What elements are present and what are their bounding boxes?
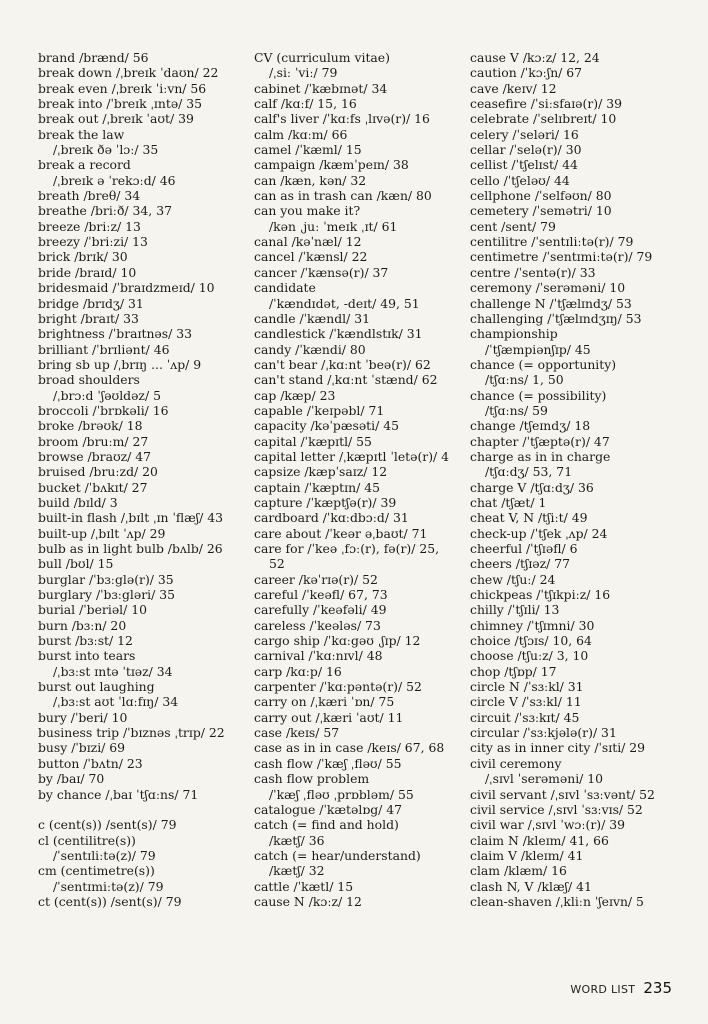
word-entry: bring sb up /ˌbrɪŋ ... ˈʌp/ 9 bbox=[38, 356, 202, 372]
word-entry: carnival /ˈkɑːnɪvl/ 48 bbox=[254, 648, 383, 664]
word-entry: break even /ˌbreɪk ˈiːvn/ 56 bbox=[38, 80, 207, 96]
word-entry: carpenter /ˈkɑːpəntə(r)/ 52 bbox=[254, 679, 422, 695]
word-entry: cave /keɪv/ 12 bbox=[470, 80, 557, 96]
word-entry: break out /ˌbreɪk ˈaʊt/ 39 bbox=[38, 111, 194, 127]
word-entry: built-up /ˌbɪlt ˈʌp/ 29 bbox=[38, 525, 166, 541]
word-entry: challenge N /ˈtʃælɪndʒ/ 53 bbox=[470, 295, 632, 311]
word-entry: case /keɪs/ 57 bbox=[254, 725, 340, 741]
word-entry: cargo ship /ˈkɑːgəʊ ˌʃɪp/ 12 bbox=[254, 633, 421, 649]
word-list-column-1 bbox=[38, 50, 238, 909]
word-entry: c (cent(s)) /sent(s)/ 79 bbox=[38, 817, 177, 833]
word-entry: brilliant /ˈbrɪliənt/ 46 bbox=[38, 341, 170, 357]
entry-continuation: /kætʃ/ 32 bbox=[269, 863, 325, 879]
word-entry: choose /tʃuːz/ 3, 10 bbox=[470, 648, 589, 664]
word-entry: candy /ˈkændi/ 80 bbox=[254, 341, 366, 357]
word-entry: clam /klæm/ 16 bbox=[470, 863, 567, 879]
word-entry: break down /ˌbreɪk ˈdaʊn/ 22 bbox=[38, 65, 219, 81]
word-entry: capsize /kæpˈsaɪz/ 12 bbox=[254, 464, 388, 480]
word-entry: career /kəˈrɪə(r)/ 52 bbox=[254, 571, 378, 587]
word-entry: break the law bbox=[38, 126, 125, 142]
word-entry: city as in inner city /ˈsɪti/ 29 bbox=[470, 740, 646, 756]
word-entry: choice /tʃɔɪs/ 10, 64 bbox=[470, 633, 592, 649]
word-entry: circular /ˈsɜːkjələ(r)/ 31 bbox=[470, 725, 617, 741]
word-entry: charge as in in charge bbox=[470, 448, 611, 464]
word-entry: centre /ˈsentə(r)/ 33 bbox=[470, 264, 596, 280]
word-entry: carry out /ˌkæri ˈaʊt/ 11 bbox=[254, 709, 404, 725]
word-entry: button /ˈbʌtn/ 23 bbox=[38, 755, 143, 771]
word-entry: celery /ˈseləri/ 16 bbox=[470, 126, 579, 142]
word-entry: candle /ˈkændl/ 31 bbox=[254, 310, 370, 326]
word-entry: check-up /ˈtʃek ˌʌp/ 24 bbox=[470, 525, 608, 541]
word-entry: care for /ˈkeə ˌfɔː(r), fə(r)/ 25, bbox=[254, 541, 440, 556]
footer-label: WORD LIST bbox=[570, 983, 636, 996]
word-entry: careless /ˈkeələs/ 73 bbox=[254, 617, 381, 633]
word-entry: cemetery /ˈsemətri/ 10 bbox=[470, 203, 612, 219]
word-entry: care about /ˈkeər əˌbaʊt/ 71 bbox=[254, 525, 428, 541]
word-entry: celebrate /ˈselɪbreɪt/ 10 bbox=[470, 111, 617, 127]
word-entry: cheerful /ˈtʃɪəfl/ 6 bbox=[470, 541, 578, 556]
entry-continuation: /ˌbreɪk ə ˈrekɔːd/ 46 bbox=[53, 172, 176, 188]
word-list-column-2 bbox=[254, 50, 454, 909]
word-entry: broke /brəʊk/ 18 bbox=[38, 418, 143, 434]
word-entry: chance (= possibility) bbox=[470, 387, 607, 403]
word-entry: burst /bɜːst/ 12 bbox=[38, 633, 133, 649]
word-entry: burst out laughing bbox=[38, 679, 155, 695]
word-entry: chat /tʃæt/ 1 bbox=[470, 494, 547, 510]
word-entry: chew /tʃuː/ 24 bbox=[470, 571, 556, 587]
word-entry: carry on /ˌkæri ˈɒn/ 75 bbox=[254, 694, 395, 710]
word-entry: cm (centimetre(s)) bbox=[38, 863, 155, 879]
word-entry: civil servant /ˌsɪvl ˈsɜːvənt/ 52 bbox=[470, 786, 655, 802]
word-entry: cancel /ˈkænsl/ 22 bbox=[254, 249, 368, 265]
word-entry: cause N /kɔːz/ 12 bbox=[254, 893, 362, 909]
word-entry: broad shoulders bbox=[38, 372, 140, 388]
entry-continuation: /ˈkændɪdət, -deɪt/ 49, 51 bbox=[269, 295, 420, 311]
word-entry: challenging /ˈtʃælɪndʒɪŋ/ 53 bbox=[470, 310, 642, 326]
word-entry: bury /ˈberi/ 10 bbox=[38, 709, 128, 725]
word-entry: bridge /brɪdʒ/ 31 bbox=[38, 295, 144, 311]
word-entry: change /tʃeɪndʒ/ 18 bbox=[470, 418, 591, 434]
word-entry: catalogue /ˈkætəlɒg/ 47 bbox=[254, 801, 403, 817]
word-entry: browse /braʊz/ 47 bbox=[38, 448, 152, 464]
word-entry: cellar /ˈselə(r)/ 30 bbox=[470, 142, 582, 158]
word-entry: captain /ˈkæptɪn/ 45 bbox=[254, 479, 380, 495]
word-entry: charge V /tʃɑːdʒ/ 36 bbox=[470, 479, 594, 495]
entry-continuation: /tʃɑːns/ 59 bbox=[485, 402, 548, 418]
word-entry: championship bbox=[470, 326, 558, 342]
word-entry: capture /ˈkæptʃə(r)/ 39 bbox=[254, 494, 397, 510]
word-entry: carefully /ˈkeəfəli/ 49 bbox=[254, 602, 387, 618]
word-entry: bucket /ˈbʌkɪt/ 27 bbox=[38, 479, 148, 495]
word-entry: by chance /ˌbaɪ ˈtʃɑːns/ 71 bbox=[38, 786, 199, 802]
word-entry: broom /bruːm/ 27 bbox=[38, 433, 149, 449]
word-entry: break a record bbox=[38, 157, 131, 173]
word-entry: ceremony /ˈserəməni/ 10 bbox=[470, 280, 626, 296]
word-entry: circuit /ˈsɜːkɪt/ 45 bbox=[470, 709, 580, 725]
word-entry: breezy /ˈbriːzi/ 13 bbox=[38, 234, 148, 250]
word-entry: ct (cent(s)) /sent(s)/ 79 bbox=[38, 893, 182, 909]
word-entry: campaign /kæmˈpeɪn/ 38 bbox=[254, 157, 409, 173]
word-entry: candidate bbox=[254, 280, 316, 296]
entry-continuation: /ˈsentɪmiːtə(z)/ 79 bbox=[53, 878, 164, 894]
word-entry: cl (centilitre(s)) bbox=[38, 832, 136, 848]
word-entry: can as in trash can /kæn/ 80 bbox=[254, 188, 432, 204]
word-entry: capital letter /ˌkæpɪtl ˈletə(r)/ 4 bbox=[254, 448, 450, 464]
word-entry: can /kæn, kən/ 32 bbox=[254, 172, 367, 188]
word-entry: built-in flash /ˌbɪlt ˌɪn ˈflæʃ/ 43 bbox=[38, 510, 224, 526]
word-entry: business trip /ˈbɪznəs ˌtrɪp/ 22 bbox=[38, 725, 225, 741]
word-entry: bruised /bruːzd/ 20 bbox=[38, 464, 158, 480]
word-entry: capacity /kəˈpæsəti/ 45 bbox=[254, 418, 399, 434]
word-entry: camel /ˈkæml/ 15 bbox=[254, 142, 362, 158]
word-entry: burn /bɜːn/ 20 bbox=[38, 617, 127, 633]
word-entry: civil war /ˌsɪvl ˈwɔː(r)/ 39 bbox=[470, 817, 626, 833]
word-entry: brick /brɪk/ 30 bbox=[38, 249, 128, 265]
word-entry: catch (= hear/understand) bbox=[254, 847, 421, 863]
entry-continuation: /kən ˌjuː ˈmeɪk ˌɪt/ 61 bbox=[269, 218, 398, 234]
word-entry: build /bɪld/ 3 bbox=[38, 494, 118, 510]
word-entry: chance (= opportunity) bbox=[470, 356, 617, 372]
word-entry: capable /ˈkeɪpəbl/ 71 bbox=[254, 402, 385, 418]
word-entry: cello /ˈtʃeləʊ/ 44 bbox=[470, 172, 570, 188]
word-entry: can you make it? bbox=[254, 203, 361, 219]
word-entry: chilly /ˈtʃɪli/ 13 bbox=[470, 602, 560, 618]
word-entry: cash flow problem bbox=[254, 771, 370, 787]
word-entry: centilitre /ˈsentɪliːtə(r)/ 79 bbox=[470, 234, 634, 250]
word-entry: careful /ˈkeəfl/ 67, 73 bbox=[254, 587, 388, 603]
word-entry: ceasefire /ˈsiːsfaɪə(r)/ 39 bbox=[470, 96, 622, 112]
word-entry: case as in in case /keɪs/ 67, 68 bbox=[254, 740, 445, 756]
word-entry: by /baɪ/ 70 bbox=[38, 771, 105, 787]
word-entry: breeze /briːz/ 13 bbox=[38, 218, 141, 234]
entry-continuation: 52 bbox=[269, 556, 285, 572]
word-entry: cheers /tʃɪəz/ 77 bbox=[470, 556, 571, 572]
word-entry: catch (= find and hold) bbox=[254, 817, 399, 833]
word-entry: cattle /ˈkætl/ 15 bbox=[254, 878, 354, 894]
word-entry: cellphone /ˈselfəʊn/ 80 bbox=[470, 188, 612, 204]
word-entry: cheat V, N /tʃiːt/ 49 bbox=[470, 510, 588, 526]
word-entry: burst into tears bbox=[38, 648, 136, 664]
word-entry: capital /ˈkæpɪtl/ 55 bbox=[254, 433, 372, 449]
word-entry: CV (curriculum vitae) bbox=[254, 50, 390, 65]
word-entry: cent /sent/ 79 bbox=[470, 218, 556, 234]
word-entry: bulb as in light bulb /bʌlb/ 26 bbox=[38, 541, 223, 556]
page-number: 235 bbox=[643, 979, 672, 997]
word-entry: cause V /kɔːz/ 12, 24 bbox=[470, 50, 600, 65]
word-entry: cabinet /ˈkæbɪnət/ 34 bbox=[254, 80, 388, 96]
word-entry: cancer /ˈkænsə(r)/ 37 bbox=[254, 264, 389, 280]
word-entry: calf's liver /ˈkɑːfs ˌlɪvə(r)/ 16 bbox=[254, 111, 430, 127]
entry-continuation: /ˌbɜːst ɪntə ˈtɪəz/ 34 bbox=[53, 663, 173, 679]
word-entry: can't stand /ˌkɑːnt ˈstænd/ 62 bbox=[254, 372, 438, 388]
word-entry: broccoli /ˈbrɒkəli/ 16 bbox=[38, 402, 169, 418]
entry-continuation: /ˌbrɔːd ˈʃəʊldəz/ 5 bbox=[53, 387, 161, 403]
word-entry: chickpeas /ˈtʃɪkpiːz/ 16 bbox=[470, 587, 611, 603]
word-entry: civil ceremony bbox=[470, 755, 562, 771]
word-entry: burglar /ˈbɜːglə(r)/ 35 bbox=[38, 571, 174, 587]
word-entry: cash flow /ˈkæʃ ˌfləʊ/ 55 bbox=[254, 755, 402, 771]
word-entry: clash N, V /klæʃ/ 41 bbox=[470, 878, 592, 894]
word-entry: circle V /ˈsɜːkl/ 11 bbox=[470, 694, 582, 710]
word-list-column-3 bbox=[470, 50, 692, 909]
word-entry: claim N /kleɪm/ 41, 66 bbox=[470, 832, 609, 848]
word-entry: civil service /ˌsɪvl ˈsɜːvɪs/ 52 bbox=[470, 801, 643, 817]
word-entry: break into /ˈbreɪk ˌɪntə/ 35 bbox=[38, 96, 203, 112]
entry-continuation: /ˌsɪvl ˈserəməni/ 10 bbox=[485, 771, 604, 787]
word-entry: claim V /kleɪm/ 41 bbox=[470, 847, 584, 863]
word-entry: brand /brænd/ 56 bbox=[38, 50, 149, 65]
entry-continuation: /ˌsiː ˈviː/ 79 bbox=[269, 65, 338, 81]
word-entry: breath /breθ/ 34 bbox=[38, 188, 141, 204]
word-entry: circle N /ˈsɜːkl/ 31 bbox=[470, 679, 584, 695]
entry-continuation: /ˈtʃæmpiənʃɪp/ 45 bbox=[485, 341, 591, 357]
section-gap bbox=[38, 802, 238, 817]
word-entry: caution /ˈkɔːʃn/ 67 bbox=[470, 65, 583, 81]
word-entry: busy /ˈbɪzi/ 69 bbox=[38, 740, 126, 756]
word-entry: candlestick /ˈkændlstɪk/ 31 bbox=[254, 326, 423, 342]
word-entry: bull /bʊl/ 15 bbox=[38, 556, 114, 572]
word-entry: cellist /ˈtʃelɪst/ 44 bbox=[470, 157, 578, 173]
word-entry: clean-shaven /ˌkliːn ˈʃeɪvn/ 5 bbox=[470, 893, 644, 909]
word-entry: breathe /briːð/ 34, 37 bbox=[38, 203, 172, 219]
word-entry: chop /tʃɒp/ 17 bbox=[470, 663, 557, 679]
word-entry: burglary /ˈbɜːgləri/ 35 bbox=[38, 587, 175, 603]
word-entry: bright /braɪt/ 33 bbox=[38, 310, 139, 326]
entry-continuation: /kætʃ/ 36 bbox=[269, 832, 325, 848]
word-entry: burial /ˈberiəl/ 10 bbox=[38, 602, 147, 618]
word-entry: calf /kɑːf/ 15, 16 bbox=[254, 96, 357, 112]
word-entry: canal /kəˈnæl/ 12 bbox=[254, 234, 362, 250]
entry-continuation: /ˌbɜːst aʊt ˈlɑːfɪŋ/ 34 bbox=[53, 694, 179, 710]
entry-continuation: /ˈsentɪliːtə(z)/ 79 bbox=[53, 847, 156, 863]
word-entry: chimney /ˈtʃɪmni/ 30 bbox=[470, 617, 595, 633]
word-entry: bride /braɪd/ 10 bbox=[38, 264, 137, 280]
entry-continuation: /tʃɑːns/ 1, 50 bbox=[485, 372, 564, 388]
word-entry: carp /kɑːp/ 16 bbox=[254, 663, 342, 679]
word-entry: centimetre /ˈsentɪmiːtə(r)/ 79 bbox=[470, 249, 653, 265]
word-entry: calm /kɑːm/ 66 bbox=[254, 126, 348, 142]
entry-continuation: /ˈkæʃ ˌfləʊ ˌprɒbləm/ 55 bbox=[269, 786, 414, 802]
word-entry: cap /kæp/ 23 bbox=[254, 387, 336, 403]
word-entry: brightness /ˈbraɪtnəs/ 33 bbox=[38, 326, 192, 342]
word-entry: chapter /ˈtʃæptə(r)/ 47 bbox=[470, 433, 610, 449]
page-footer bbox=[560, 978, 672, 997]
word-entry: bridesmaid /ˈbraɪdzmeɪd/ 10 bbox=[38, 280, 215, 296]
word-entry: cardboard /ˈkɑːdbɔːd/ 31 bbox=[254, 510, 409, 526]
entry-continuation: /ˌbreɪk ðə ˈlɔː/ 35 bbox=[53, 142, 159, 158]
word-entry: can't bear /ˌkɑːnt ˈbeə(r)/ 62 bbox=[254, 356, 431, 372]
entry-continuation: /tʃɑːdʒ/ 53, 71 bbox=[485, 464, 573, 480]
